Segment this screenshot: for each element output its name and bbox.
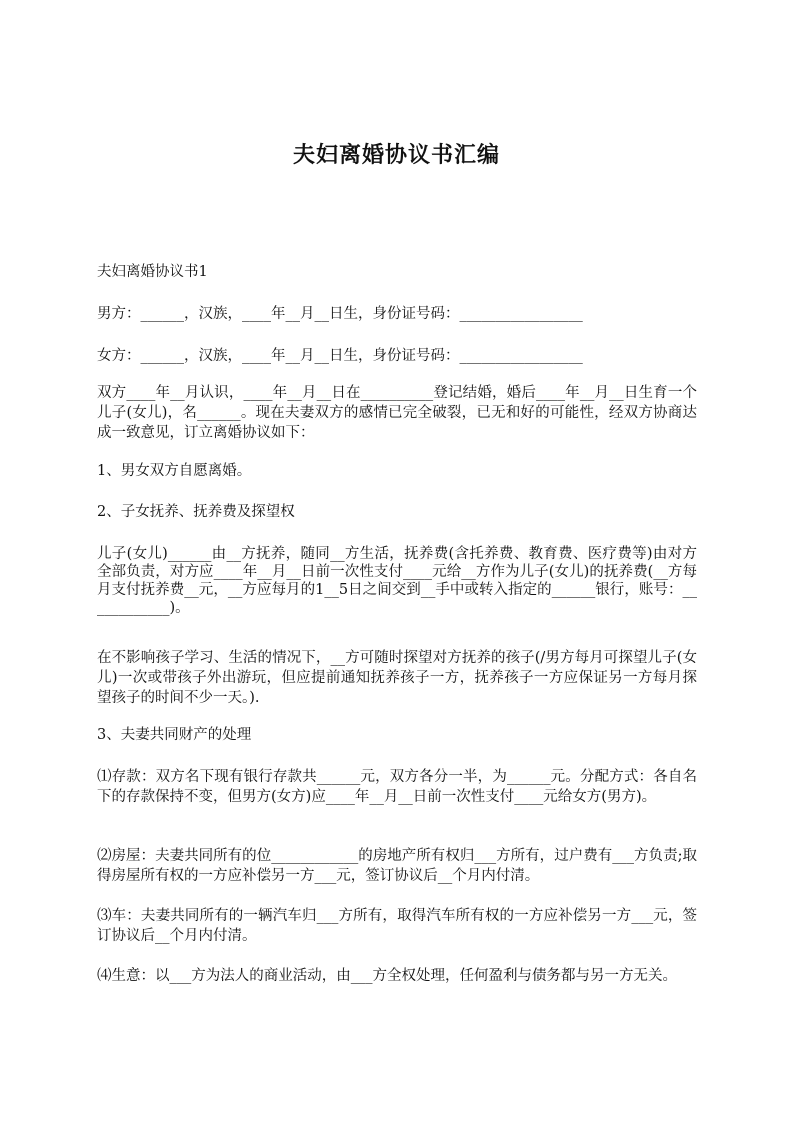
paragraph-car: ⑶车：夫妻共同所有的一辆汽车归___方所有，取得汽车所有权的一方应补偿另一方___元，签订协议后__个月内付清。 xyxy=(97,908,697,944)
paragraph-visitation: 在不影响孩子学习、生活的情况下，__方可随时探望对方抚养的孩子(/男方每月可探望儿子(女儿)一次或带孩子外出游玩，但应提前通知抚养孩子一方，抚养孩子一方应保证另一方每月探望孩子的时间不少一天。). xyxy=(97,650,697,706)
paragraph-house: ⑵房屋：夫妻共同所有的位____________的房地产所有权归___方所有，过户费有___方负责;取得房屋所有权的一方应补偿另一方___元，签订协议后__个月内付清。 xyxy=(97,848,697,884)
section-heading: 夫妇离婚协议书1 xyxy=(97,264,208,280)
paragraph-deposits: ⑴存款：双方名下现有银行存款共______元，双方各分一半，为______元。分配方式：各自名下的存款保持不变，但男方(女方)应____年__月__日前一次性支付____元给女方(男方)。 xyxy=(97,769,697,805)
clause-2-heading: 2、子女抚养、抚养费及探望权 xyxy=(97,504,295,520)
paragraph-marriage-background: 双方____年__月认识，____年__月__日在__________登记结婚，婚后____年__月__日生育一个儿子(女儿)，名______。现在夫妻双方的感情已完全破裂，已无和好的可能性，经双方协商达成一致意见，订立离婚协议如下： xyxy=(97,385,697,441)
clause-1-voluntary-divorce: 1、男女双方自愿离婚。 xyxy=(97,463,252,479)
paragraph-child-support: 儿子(女儿)______由__方抚养，随同__方生活，抚养费(含托养费、教育费、医疗费等)由对方全部负责，对方应____年__月__日前一次性支付____元给__方作为儿子(女儿)的抚养费(__方每月支付抚养费__元，__方应每月的1__5日之间交到__手中或转入指定的______银行，账号：____________)。 xyxy=(97,546,697,616)
clause-3-heading: 3、夫妻共同财产的处理 xyxy=(97,727,252,743)
paragraph-business: ⑷生意：以___方为法人的商业活动，由___方全权处理，任何盈利与债务都与另一方无关。 xyxy=(97,968,677,984)
paragraph-male-party: 男方：______，汉族，____年__月__日生，身份证号码：_________________ xyxy=(97,306,583,322)
paragraph-female-party: 女方：______，汉族，____年__月__日生，身份证号码：_________________ xyxy=(97,348,583,364)
document-title: 夫妇离婚协议书汇编 xyxy=(292,142,500,168)
